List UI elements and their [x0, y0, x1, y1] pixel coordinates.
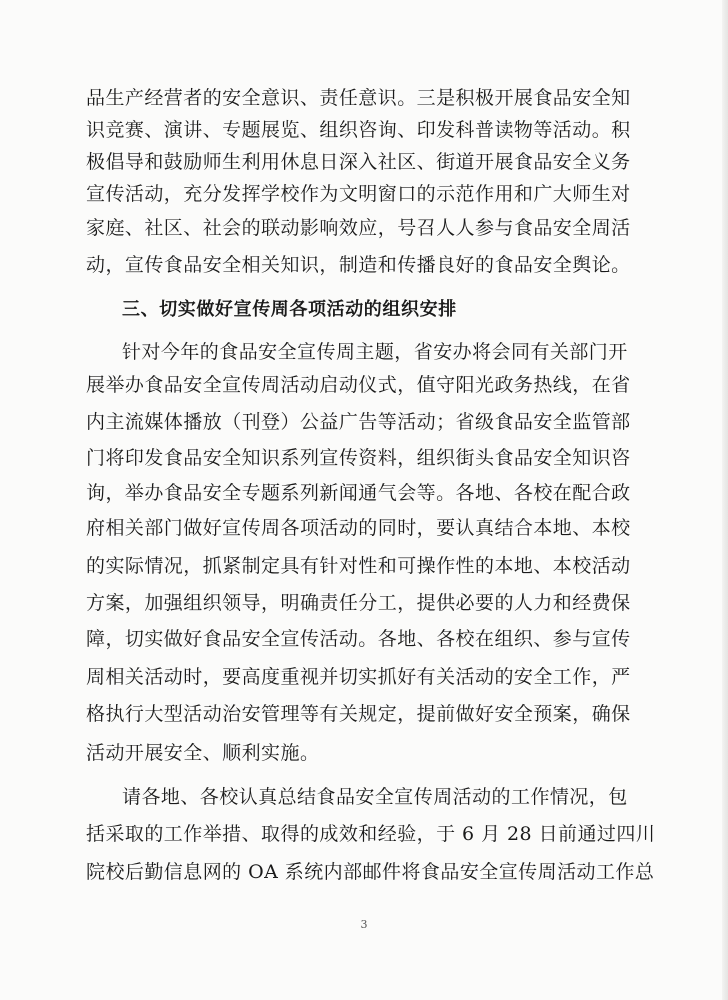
body-line-14: 的实际情况，抓紧制定具有针对性和可操作性的本地、本校活动 [86, 555, 631, 577]
body-line-17: 周相关活动时，要高度重视并切实抓好有关活动的安全工作，严 [86, 666, 631, 688]
body-line-6: 动，宣传食品安全相关知识，制造和传播良好的食品安全舆论。 [86, 254, 631, 276]
body-line-21: 括采取的工作举措、取得的成效和经验，于 6 月 28 日前通过四川 [86, 823, 656, 845]
body-line-22: 院校后勤信息网的 OA 系统内部邮件将食品安全宣传周活动工作总 [86, 861, 655, 883]
body-line-18: 格执行大型活动治安管理等有关规定，提前做好安全预案，确保 [86, 703, 631, 725]
body-line-20: 请各地、各校认真总结食品安全宣传周活动的工作情况，包 [122, 786, 628, 808]
body-line-1: 品生产经营者的安全意识、责任意识。三是积极开展食品安全知 [86, 87, 631, 109]
body-line-8: 针对今年的食品安全宣传周主题，省安办将会同有关部门开 [122, 341, 628, 363]
body-line-12: 询，举办食品安全专题系列新闻通气会等。各地、各校在配合政 [86, 482, 631, 504]
body-line-4: 宣传活动，充分发挥学校作为文明窗口的示范作用和广大师生对 [86, 183, 631, 205]
paper-edge-shadow [722, 0, 728, 1000]
body-line-9: 展举办食品安全宣传周活动启动仪式，值守阳光政务热线，在省 [86, 374, 631, 396]
body-line-13: 府相关部门做好宣传周各项活动的同时，要认真结合本地、本校 [86, 517, 631, 539]
section-heading-3: 三、切实做好宣传周各项活动的组织安排 [122, 299, 457, 320]
body-line-15: 方案，加强组织领导，明确责任分工，提供必要的人力和经费保 [86, 592, 631, 614]
body-line-2: 识竞赛、演讲、专题展览、组织咨询、印发科普读物等活动。积 [86, 119, 631, 141]
page-number: 3 [360, 918, 368, 931]
body-line-16: 障，切实做好食品安全宣传活动。各地、各校在组织、参与宣传 [86, 628, 631, 650]
body-line-10: 内主流媒体播放（刊登）公益广告等活动；省级食品安全监管部 [86, 411, 631, 433]
body-line-11: 门将印发食品安全知识系列宣传资料，组织街头食品安全知识咨 [86, 447, 631, 469]
body-line-19: 活动开展安全、顺利实施。 [86, 742, 320, 764]
body-line-5: 家庭、社区、社会的联动影响效应，号召人人参与食品安全周活 [86, 217, 631, 239]
body-line-3: 极倡导和鼓励师生利用休息日深入社区、街道开展食品安全义务 [86, 151, 631, 173]
